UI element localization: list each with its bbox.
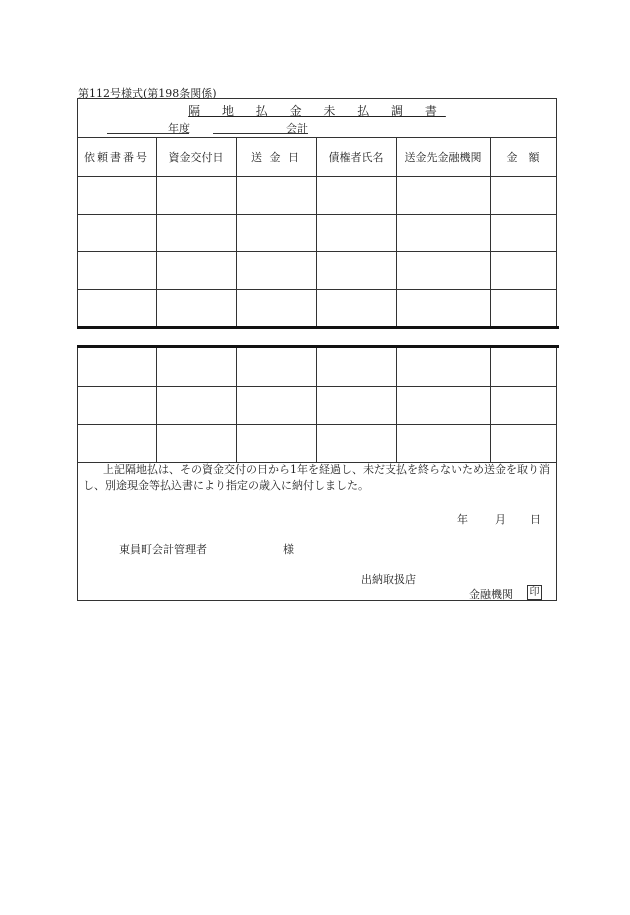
column-rule bbox=[490, 137, 491, 326]
account-label: 会計 bbox=[286, 122, 308, 135]
header-creditor-name: 債権者氏名 bbox=[328, 151, 384, 164]
header-destination-bank: 送金先金融機関 bbox=[404, 151, 482, 164]
header-request-number: 依頼書番号 bbox=[84, 151, 149, 164]
seal-box: 印 bbox=[527, 585, 542, 600]
column-rule bbox=[396, 348, 397, 462]
form-title bbox=[77, 102, 557, 119]
header-funding-date: 資金交付日 bbox=[168, 151, 224, 164]
row-rule bbox=[77, 289, 557, 290]
column-rule bbox=[316, 348, 317, 462]
form-title-text: 隔 地 払 金 未 払 調 書 bbox=[188, 104, 446, 118]
bank-label: 金融機関 bbox=[469, 588, 513, 601]
column-rule bbox=[156, 137, 157, 326]
table-break-bottom bbox=[77, 345, 559, 348]
column-rule bbox=[236, 137, 237, 326]
unpaid-remittance-form bbox=[77, 98, 557, 602]
treasurer-title: 東員町会計管理者 bbox=[119, 543, 207, 556]
date-day-label: 日 bbox=[530, 513, 541, 526]
column-rule bbox=[156, 348, 157, 462]
row-rule bbox=[77, 424, 557, 425]
fiscal-year-label: 年度 bbox=[168, 122, 190, 135]
column-rule bbox=[236, 348, 237, 462]
row-rule bbox=[77, 176, 557, 177]
honorific: 様 bbox=[283, 543, 294, 556]
row-rule bbox=[77, 214, 557, 215]
form-number: 第112号様式(第198条関係) bbox=[78, 87, 217, 100]
column-rule bbox=[316, 137, 317, 326]
cancellation-notice: 上記隔地払は、その資金交付の日から1年を経過し、未だ支払を終らないため送金を取り消し、別途現金等払込書により指定の歳入に納付しました。 bbox=[83, 463, 550, 492]
column-rule bbox=[490, 348, 491, 462]
header-amount: 金 額 bbox=[506, 151, 540, 164]
date-month-label: 月 bbox=[495, 513, 506, 526]
table-break-top bbox=[77, 326, 559, 329]
column-rule bbox=[396, 137, 397, 326]
row-rule bbox=[77, 386, 557, 387]
date-year-label: 年 bbox=[457, 513, 468, 526]
row-rule bbox=[77, 251, 557, 252]
header-remittance-date: 送 金 日 bbox=[251, 151, 301, 164]
handling-branch-label: 出納取扱店 bbox=[361, 573, 416, 586]
